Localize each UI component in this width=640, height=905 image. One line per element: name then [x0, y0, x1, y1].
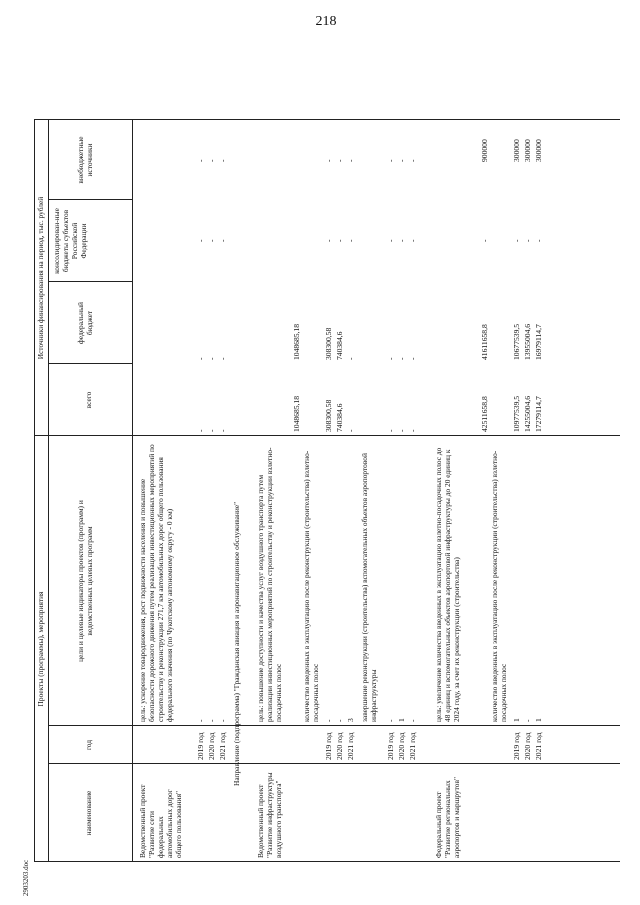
funding-table	[34, 78, 620, 862]
s2-row-b2-federal: -	[397, 357, 406, 360]
header-col-regional: консолидирован-ные бюджеты субъектов Российской Федерации	[52, 208, 89, 274]
s2-row-b1-year: 2019 год	[386, 732, 395, 760]
s3-row-2-indicator: -	[523, 719, 532, 722]
s2-row-b2-total: -	[397, 429, 406, 432]
s3-row-2-total: 14255004,6	[523, 395, 532, 432]
s2-row-b3-regional: -	[408, 239, 417, 242]
s1-row-2-regional: -	[207, 239, 216, 242]
s2-row-a3-year: 2021 год	[346, 732, 355, 760]
s2-row-b3-total: -	[408, 429, 417, 432]
header-col-name: наименование	[84, 790, 93, 836]
s1-row-3-total: -	[218, 429, 227, 432]
direction-heading: Направление (подпрограмма) "Гражданская авиация и аэронавигационное обслуживание"	[232, 501, 241, 786]
table-rule	[34, 435, 620, 436]
s2-row-a3-total: -	[346, 429, 355, 432]
s3-indicator-1: количество введенных в эксплуатацию после реконструкции (строительства) взлетно-посадочных полос	[490, 450, 509, 722]
header-col-total: всего	[84, 391, 93, 409]
s2-row-b1-regional: -	[386, 239, 395, 242]
s2-indicator-2: завершение реконструкции (строительства) вспомогательных объектов аэропортовой инфраструктуры	[360, 453, 379, 722]
s3-row-1-federal: 10677539,5	[512, 323, 521, 360]
s2-row-a1-regional: -	[324, 239, 333, 242]
s2-row-b2-year: 2020 год	[397, 732, 406, 760]
table-rule	[48, 199, 132, 200]
header-col-extra: внебюджетные источники	[76, 136, 95, 184]
s3-row-2-federal: 13955004,6	[523, 323, 532, 360]
s3-row-3-year: 2021 год	[534, 732, 543, 760]
s3-row-3-extra: 300000	[534, 139, 543, 162]
s1-row-2-year: 2020 год	[207, 732, 216, 760]
s1-row-3-year: 2021 год	[218, 732, 227, 760]
s3-row-1-total: 10977539,5	[512, 395, 521, 432]
s3-row-1-indicator: 1	[512, 718, 521, 722]
s1-row-3-extra: -	[218, 159, 227, 162]
s2-row-a2-total: 740384,6	[335, 403, 344, 432]
s1-row-1-regional: -	[196, 239, 205, 242]
table-rule	[48, 281, 132, 282]
table-rule	[132, 120, 133, 862]
s1-row-1-year: 2019 год	[196, 732, 205, 760]
s2-row-b3-indicator: -	[408, 719, 417, 722]
header-projects-group: Проекты (программы), мероприятия	[36, 591, 45, 707]
s2-row-a1-federal: 308300,58	[324, 327, 333, 360]
s2-row-a1-total: 308300,58	[324, 399, 333, 432]
rotated-table-page	[0, 40, 640, 880]
s3-row-1-regional: -	[512, 239, 521, 242]
s2-row-b2-indicator: 1	[397, 718, 406, 722]
s1-row-2-federal: -	[207, 357, 216, 360]
table-rule	[48, 120, 49, 436]
s2-row-a3-extra: -	[346, 159, 355, 162]
page-number: 218	[315, 14, 337, 29]
s1-row-2-indicator: -	[207, 719, 216, 722]
s2-row-a3-regional: -	[346, 239, 355, 242]
s1-row-2-extra: -	[207, 159, 216, 162]
s1-project-name: Ведомственный проект "Развитие сети федеральных автомобильных дорог общего пользования"	[138, 784, 184, 858]
s2-row-a2-regional: -	[335, 239, 344, 242]
header-col-federal: федеральный бюджет	[76, 302, 95, 344]
s3-row-3-indicator: 1	[534, 718, 543, 722]
s3-goal-total: 42511658,8	[480, 396, 489, 432]
s2-row-b1-federal: -	[386, 357, 395, 360]
s2-row-a1-extra: -	[324, 159, 333, 162]
s1-row-1-extra: -	[196, 159, 205, 162]
s2-goal-federal: 1048685,18	[292, 323, 301, 360]
s2-project-name: Ведомственный проект "Развитие инфраструктуры воздушного транспорта"	[256, 772, 284, 858]
s2-row-b1-total: -	[386, 429, 395, 432]
s2-row-a1-indicator: -	[324, 719, 333, 722]
table-rule	[34, 119, 620, 120]
s1-row-1-total: -	[196, 429, 205, 432]
s3-row-3-total: 17279114,7	[534, 396, 543, 432]
s3-goal-federal: 41611658,8	[480, 324, 489, 360]
s3-goal: цель: увеличение количества введенных в эксплуатацию взлетно-посадочных полос до 48 единиц и вспомогательных объектов аэропортовой инфраструктуры до 20 единиц к 2024 году, за счет их реконструкции (строительства)	[434, 447, 462, 722]
table-rule	[48, 436, 49, 862]
s3-row-2-regional: -	[523, 239, 532, 242]
s3-project-name: Федеральный проект "Развитие региональных аэропортов и маршрутов"	[434, 777, 462, 858]
s2-indicator-1: количество введенных в эксплуатацию после реконструкции (строительства) взлетно-посадочных полос	[302, 450, 321, 722]
s3-row-2-year: 2020 год	[523, 732, 532, 760]
table-rule	[34, 120, 35, 862]
s2-row-b2-extra: -	[397, 159, 406, 162]
s2-row-a1-year: 2019 год	[324, 732, 333, 760]
s2-row-b3-year: 2021 год	[408, 732, 417, 760]
s1-goal: цель: ускорение товародвижения, рост подвижности населения и повышение безопасности дорожного движения путем реализации инвестиционных мероприятий по строительству и реконструкции 271,7 км автомобильных дорог общего пользования федерального значения (по Чукотскому автономному округу - 0 км)	[138, 444, 175, 722]
s3-row-1-extra: 300000	[512, 139, 521, 162]
s2-row-a3-federal: -	[346, 357, 355, 360]
s2-row-b1-indicator: -	[386, 719, 395, 722]
s2-row-a2-indicator: -	[335, 719, 344, 722]
s2-row-b1-extra: -	[386, 159, 395, 162]
s2-row-a2-year: 2020 год	[335, 732, 344, 760]
header-funding-group: Источники финансирования на период, тыс. рублей	[36, 196, 45, 360]
s2-row-a3-indicator: 3	[346, 718, 355, 722]
s3-goal-extra: 900000	[480, 139, 489, 162]
s2-goal: цель: повышение доступности и качества услуг воздушного транспорта путем реализации инвестиционных мероприятий по строительству и реконструкции взлетно-посадочных полос	[256, 447, 284, 722]
s1-row-3-federal: -	[218, 357, 227, 360]
s2-goal-total: 1048685,18	[292, 395, 301, 432]
s3-goal-regional: -	[480, 239, 489, 242]
s3-row-1-year: 2019 год	[512, 732, 521, 760]
s1-row-1-indicator: -	[196, 719, 205, 722]
s2-row-a2-federal: 740384,6	[335, 331, 344, 360]
table-rule	[48, 725, 620, 726]
header-col-year: год	[84, 739, 93, 751]
table-rule	[48, 763, 620, 764]
s3-row-3-federal: 16979114,7	[534, 324, 543, 360]
s2-row-b3-federal: -	[408, 357, 417, 360]
s1-row-2-total: -	[207, 429, 216, 432]
s1-row-3-regional: -	[218, 239, 227, 242]
s3-row-2-extra: 300000	[523, 139, 532, 162]
s2-row-b2-regional: -	[397, 239, 406, 242]
table-rule	[34, 861, 620, 862]
s2-row-a2-extra: -	[335, 159, 344, 162]
document-id-footer: 2903203.doc	[22, 859, 30, 897]
s2-row-b3-extra: -	[408, 159, 417, 162]
s1-row-1-federal: -	[196, 357, 205, 360]
header-col-goals: цели и целевые индикаторы проектов (программ) и ведомственных целевых программ	[76, 500, 95, 662]
s3-row-3-regional: -	[534, 239, 543, 242]
s1-row-3-indicator: -	[218, 719, 227, 722]
